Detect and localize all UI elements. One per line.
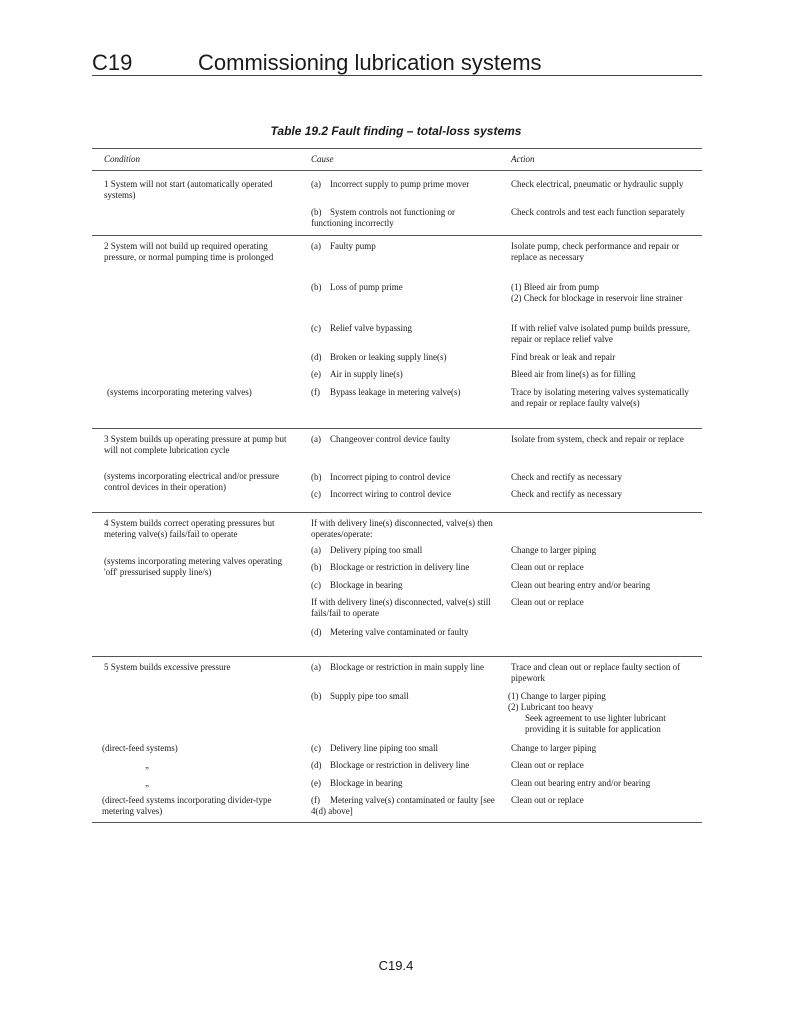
row5-cause-c bbox=[311, 743, 496, 754]
page-number: C19.4 bbox=[378, 958, 414, 973]
row1-cause-a-label: (a) bbox=[311, 179, 321, 189]
row2-cause-b-text: Loss of pump prime bbox=[330, 282, 403, 292]
row5-action-e: Clean out bearing entry and/or bearing bbox=[511, 778, 651, 788]
row5-cause-f-label: (f) bbox=[311, 795, 320, 805]
row2-cause-a-label: (a) bbox=[311, 241, 321, 251]
row5-cause-e-label: (e) bbox=[311, 778, 321, 788]
row2-cause-c-label: (c) bbox=[311, 323, 321, 333]
table-top-rule bbox=[92, 148, 702, 149]
row4-intro: If with delivery line(s) disconnected, valve(s) then operates/operate: bbox=[311, 518, 493, 539]
row-divider bbox=[92, 235, 702, 236]
row5-cause-e-text: Blockage in bearing bbox=[330, 778, 403, 788]
row4-cause-b-text: Blockage or restriction in delivery line bbox=[330, 562, 470, 572]
row3-cause-a bbox=[311, 434, 496, 445]
row4-condition-note: (systems incorporating metering valves operating 'off' pressurised supply line/s) bbox=[104, 556, 282, 577]
row3-cause-b-label: (b) bbox=[311, 472, 322, 482]
row5-cause-b-text: Supply pipe too small bbox=[330, 691, 409, 701]
row2-cause-e-label: (e) bbox=[311, 369, 321, 379]
row1-cause-a bbox=[311, 179, 496, 190]
row2-cause-c-text: Relief valve bypassing bbox=[330, 323, 412, 333]
row4-condition: 4 System builds correct operating pressures but metering valve(s) fails/fail to operate bbox=[104, 518, 275, 539]
row3-cause-c-text: Incorrect wiring to control device bbox=[330, 489, 451, 499]
row2-action-c: If with relief valve isolated pump builds pressure, repair or replace relief valve bbox=[511, 323, 690, 344]
row2-cause-a bbox=[311, 241, 496, 252]
row2-cause-a-text: Faulty pump bbox=[330, 241, 376, 251]
row5-cause-b bbox=[311, 691, 496, 702]
table-title: Table 19.2 Fault finding – total-loss systems bbox=[270, 124, 522, 138]
row5-condition: 5 System builds excessive pressure bbox=[104, 662, 231, 672]
row-divider bbox=[92, 512, 702, 513]
row5-condition-c: (direct-feed systems) bbox=[102, 743, 178, 753]
row1-cause-b bbox=[311, 207, 496, 229]
header-rule bbox=[92, 75, 702, 76]
row1-cause-b-text: System controls not functioning or functioning incorrectly bbox=[311, 207, 455, 228]
chapter-title: Commissioning lubrication systems bbox=[198, 50, 542, 75]
row5-cause-d-label: (d) bbox=[311, 760, 322, 770]
row2-action-b1: (1) Bleed air from pump bbox=[511, 282, 599, 292]
row4-action-intro-2: Clean out or replace bbox=[511, 597, 584, 607]
row4-action-a: Change to larger piping bbox=[511, 545, 597, 555]
row2-cause-f-label: (f) bbox=[311, 387, 320, 397]
row4-action-b: Clean out or replace bbox=[511, 562, 584, 572]
row3-action-c: Check and rectify as necessary bbox=[511, 489, 622, 499]
row4-cause-c-text: Blockage in bearing bbox=[330, 580, 403, 590]
row4-cause-a bbox=[311, 545, 496, 556]
row4-cause-d-label: (d) bbox=[311, 627, 322, 637]
row1-cause-a-text: Incorrect supply to pump prime mover bbox=[330, 179, 470, 189]
row1-cause-b-label: (b) bbox=[311, 207, 322, 217]
row2-action-f: Trace by isolating metering valves systematically and repair or replace faulty valve(s) bbox=[511, 387, 689, 408]
column-header-action: Action bbox=[511, 154, 535, 164]
row5-cause-f-text: Metering valve(s) contaminated or faulty [see 4(d) above] bbox=[311, 795, 495, 816]
row2-action-d: Find break or leak and repair bbox=[511, 352, 616, 362]
row5-cause-b-label: (b) bbox=[311, 691, 322, 701]
row4-cause-d-text: Metering valve contaminated or faulty bbox=[330, 627, 469, 637]
row1-action-b: Check controls and test each function separately bbox=[511, 207, 685, 217]
row2-condition-f: (systems incorporating metering valves) bbox=[107, 387, 252, 397]
row1-action-a: Check electrical, pneumatic or hydraulic supply bbox=[511, 179, 684, 189]
row5-condition-e-ditto: „ bbox=[145, 778, 149, 788]
row5-cause-c-label: (c) bbox=[311, 743, 321, 753]
row4-cause-b bbox=[311, 562, 496, 573]
row3-action-a: Isolate from system, check and repair or replace bbox=[511, 434, 684, 444]
row3-cause-b bbox=[311, 472, 496, 483]
row5-cause-e bbox=[311, 778, 496, 789]
row4-cause-a-text: Delivery piping too small bbox=[330, 545, 423, 555]
row4-cause-c bbox=[311, 580, 496, 591]
row-divider bbox=[92, 656, 702, 657]
row5-condition-d-ditto: „ bbox=[145, 760, 149, 770]
column-header-cause: Cause bbox=[311, 154, 334, 164]
row4-cause-c-label: (c) bbox=[311, 580, 321, 590]
row3-condition: 3 System builds up operating pressure at pump but will not complete lubrication cycle bbox=[104, 434, 287, 455]
row2-cause-e-text: Air in supply line(s) bbox=[330, 369, 403, 379]
row5-cause-f bbox=[311, 795, 496, 817]
row2-action-e: Bleed air from line(s) as for filling bbox=[511, 369, 636, 379]
row3-condition-note: (systems incorporating electrical and/or pressure control devices in their operation) bbox=[104, 471, 279, 492]
chapter-code: C19 bbox=[92, 50, 133, 75]
table-bottom-rule bbox=[92, 822, 702, 823]
row5-action-d: Clean out or replace bbox=[511, 760, 584, 770]
row4-intro-2: If with delivery line(s) disconnected, valve(s) still fails/fail to operate bbox=[311, 597, 491, 618]
row5-cause-d bbox=[311, 760, 496, 771]
row4-cause-a-label: (a) bbox=[311, 545, 321, 555]
row2-cause-d-text: Broken or leaking supply line(s) bbox=[330, 352, 447, 362]
row2-cause-e bbox=[311, 369, 496, 380]
row2-cause-d bbox=[311, 352, 496, 363]
row2-action-a: Isolate pump, check performance and repair or replace as necessary bbox=[511, 241, 680, 262]
row1-condition: 1 System will not start (automatically operated systems) bbox=[104, 179, 273, 200]
row5-action-c: Change to larger piping bbox=[511, 743, 597, 753]
row4-cause-b-label: (b) bbox=[311, 562, 322, 572]
row3-cause-b-text: Incorrect piping to control device bbox=[330, 472, 451, 482]
row5-action-a: Trace and clean out or replace faulty section of pipework bbox=[511, 662, 681, 683]
row4-action-c: Clean out bearing entry and/or bearing bbox=[511, 580, 651, 590]
row-divider bbox=[92, 428, 702, 429]
row2-cause-c bbox=[311, 323, 496, 334]
row3-cause-c bbox=[311, 489, 496, 500]
table-header-rule bbox=[92, 170, 702, 171]
row5-cause-a-label: (a) bbox=[311, 662, 321, 672]
row3-cause-a-label: (a) bbox=[311, 434, 321, 444]
column-header-condition: Condition bbox=[104, 154, 141, 164]
row5-action-b2: (2) Lubricant too heavy bbox=[508, 702, 594, 712]
row4-cause-d bbox=[311, 627, 496, 638]
row5-cause-d-text: Blockage or restriction in delivery line bbox=[330, 760, 470, 770]
row5-action-b3: Seek agreement to use lighter lubricant providing it is suitable for application bbox=[525, 713, 666, 734]
row5-cause-a bbox=[311, 662, 496, 673]
row5-cause-a-text: Blockage or restriction in main supply line bbox=[330, 662, 484, 672]
row2-cause-f bbox=[311, 387, 496, 398]
row2-cause-f-text: Bypass leakage in metering valve(s) bbox=[330, 387, 461, 397]
row5-action-b1: (1) Change to larger piping bbox=[508, 691, 606, 701]
row5-condition-f: (direct-feed systems incorporating divider-type metering valves) bbox=[102, 795, 272, 816]
row2-cause-b-label: (b) bbox=[311, 282, 322, 292]
row5-action-f: Clean out or replace bbox=[511, 795, 584, 805]
row3-cause-a-text: Changeover control device faulty bbox=[330, 434, 451, 444]
row2-cause-b bbox=[311, 282, 496, 293]
row2-condition: 2 System will not build up required operating pressure, or normal pumping time is prolonged bbox=[104, 241, 274, 262]
row3-cause-c-label: (c) bbox=[311, 489, 321, 499]
row3-action-b: Check and rectify as necessary bbox=[511, 472, 622, 482]
row5-cause-c-text: Delivery line piping too small bbox=[330, 743, 438, 753]
row2-cause-d-label: (d) bbox=[311, 352, 322, 362]
row2-action-b2: (2) Check for blockage in reservoir line strainer bbox=[511, 293, 683, 303]
